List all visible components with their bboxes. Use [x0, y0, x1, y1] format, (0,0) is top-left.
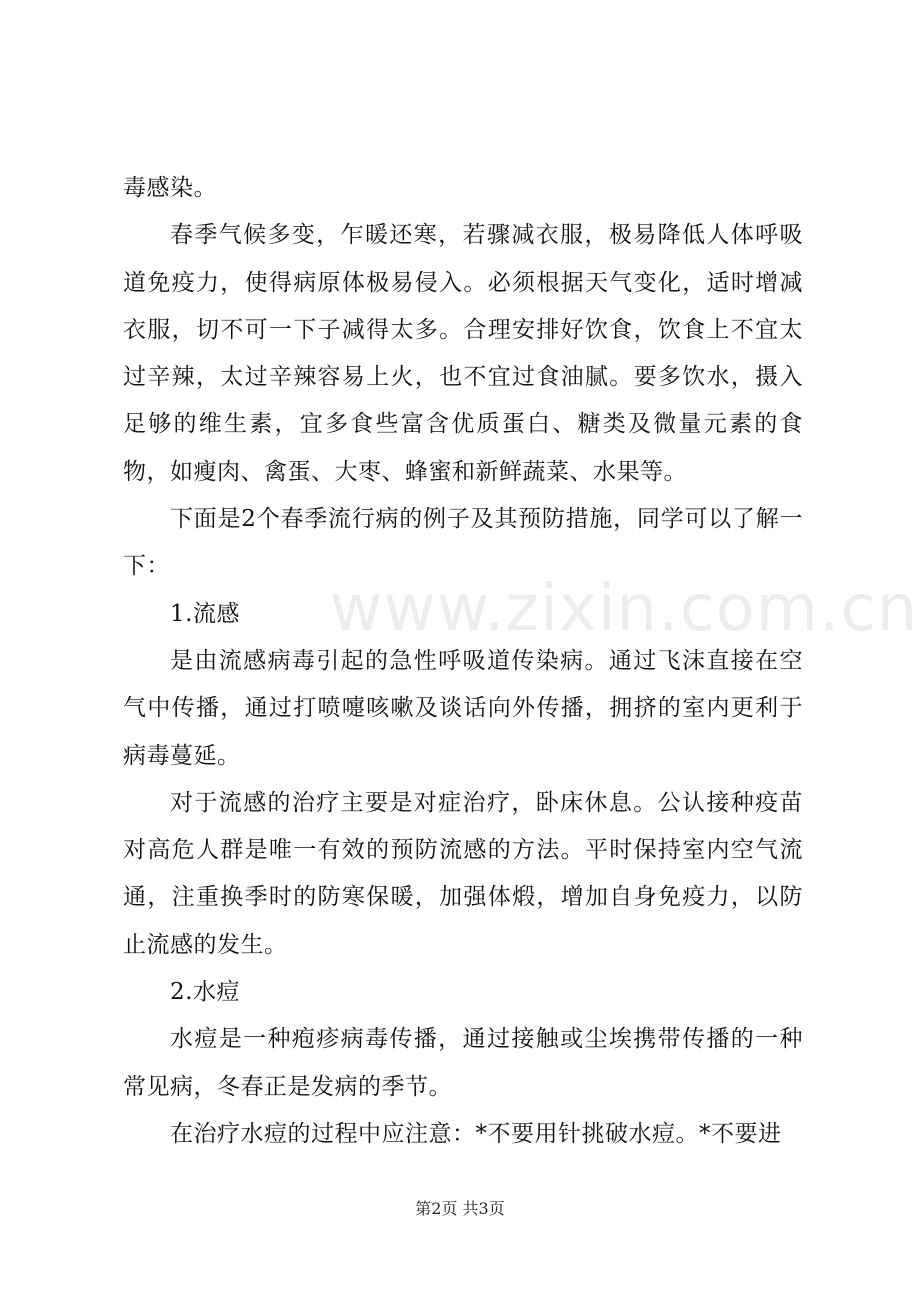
- section-heading-flu: 1.流感: [170, 600, 240, 627]
- paragraph-flu-treatment: 对于流感的治疗主要是对症治疗，卧床休息。公认接种疫苗对高危人群是唯一有效的预防流感的方法。平时保持室内空气流通，注重换季时的防寒保暖，加强体煅，增加自身免疫力，以防止流感的发生。: [123, 789, 803, 958]
- paragraph-intro-examples: 下面是2个春季流行病的例子及其预防措施，同学可以了解一下：: [123, 506, 803, 580]
- document-body: [123, 165, 803, 1158]
- watermark: www.zixin.com.cn: [330, 572, 919, 646]
- paragraph-flu-definition: 是由流感病毒引起的急性呼吸道传染病。通过飞沫直接在空气中传播，通过打喷嚏咳嗽及谈话向外传播，拥挤的室内更利于病毒蔓延。: [123, 647, 803, 769]
- section-heading-chickenpox: 2.水痘: [170, 979, 240, 1006]
- paragraph-chickenpox-definition: 水痘是一种疱疹病毒传播，通过接触或尘埃携带传播的一种常见病，冬春正是发病的季节。: [123, 1026, 803, 1100]
- page-footer: 第2页 共3页: [415, 1199, 505, 1218]
- paragraph-spring-climate: 春季气候多变，乍暖还寒，若骤减衣服，极易降低人体呼吸道免疫力，使得病原体极易侵入。必须根据天气变化，适时增减衣服，切不可一下子减得太多。合理安排好饮食，饮食上不宜太过辛辣，太过辛辣容易上火，也不宜过食油腻。要多饮水，摄入足够的维生素，宜多食些富含优质蛋白、糖类及微量元素的食物，如瘦肉、禽蛋、大枣、蜂蜜和新鲜蔬菜、水果等。: [123, 222, 803, 485]
- paragraph-continuation: 毒感染。: [123, 175, 217, 201]
- paragraph-chickenpox-treatment: 在治疗水痘的过程中应注意：*不要用针挑破水痘。*不要进: [170, 1120, 782, 1147]
